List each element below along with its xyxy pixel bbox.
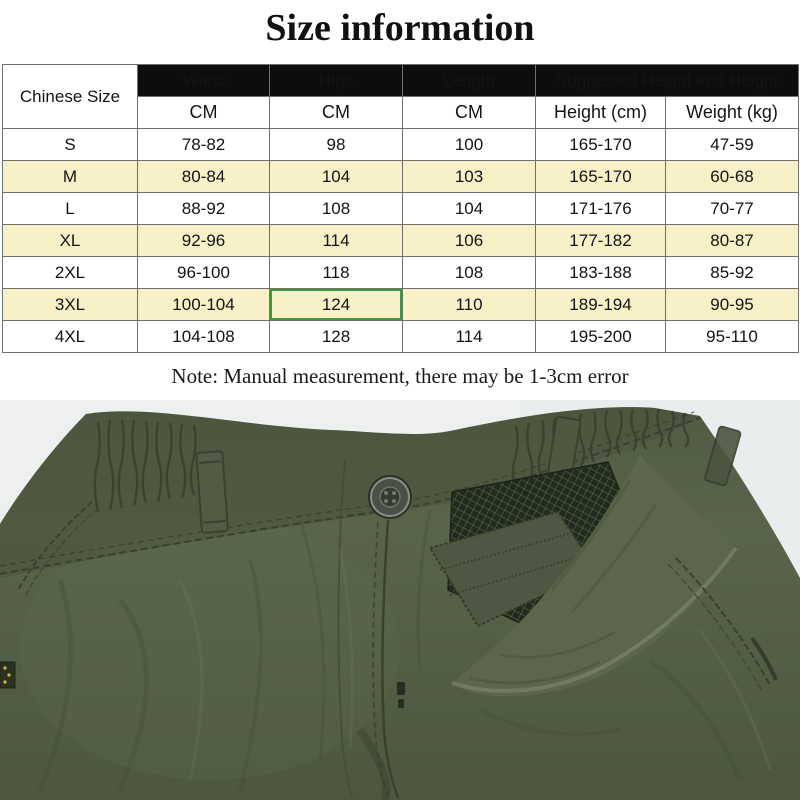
height-cell: 171-176 [536, 193, 666, 225]
unit-waist: CM [138, 97, 270, 129]
unit-weight-kg: Weight (kg) [666, 97, 799, 129]
waist-cell: 92-96 [138, 225, 270, 257]
size-label: 4XL [3, 321, 138, 353]
col-header-length: Length [403, 65, 536, 97]
side-tag [0, 662, 15, 688]
size-table [2, 64, 799, 353]
header-row [3, 65, 799, 97]
length-cell: 104 [403, 193, 536, 225]
weight-cell: 85-92 [666, 257, 799, 289]
hips-cell: 98 [270, 129, 403, 161]
length-cell: 108 [403, 257, 536, 289]
height-cell: 165-170 [536, 129, 666, 161]
height-cell: 165-170 [536, 161, 666, 193]
length-cell: 110 [403, 289, 536, 321]
pants-button [368, 475, 412, 519]
table-row-s [3, 129, 799, 161]
hips-cell: 118 [270, 257, 403, 289]
unit-height-cm: Height (cm) [536, 97, 666, 129]
weight-cell: 70-77 [666, 193, 799, 225]
hips-cell: 128 [270, 321, 403, 353]
col-header-hips: Hips [270, 65, 403, 97]
weight-cell: 47-59 [666, 129, 799, 161]
weight-cell: 95-110 [666, 321, 799, 353]
length-cell: 103 [403, 161, 536, 193]
waist-cell: 100-104 [138, 289, 270, 321]
waist-cell: 80-84 [138, 161, 270, 193]
size-label: L [3, 193, 138, 225]
length-cell: 114 [403, 321, 536, 353]
measurement-note: Note: Manual measurement, there may be 1-3cm error [171, 364, 629, 388]
pants-illustration [0, 400, 800, 800]
hips-cell-highlighted: 124 [270, 289, 403, 321]
size-label: XL [3, 225, 138, 257]
height-cell: 195-200 [536, 321, 666, 353]
waist-cell: 88-92 [138, 193, 270, 225]
corner-header-chinese-size: Chinese Size [3, 65, 138, 129]
weight-cell: 90-95 [666, 289, 799, 321]
hips-cell: 104 [270, 161, 403, 193]
height-cell: 183-188 [536, 257, 666, 289]
waist-cell: 78-82 [138, 129, 270, 161]
weight-cell: 60-68 [666, 161, 799, 193]
col-header-waist: Waist [138, 65, 270, 97]
unit-length: CM [403, 97, 536, 129]
page-title: Size information [265, 7, 535, 49]
unit-hips: CM [270, 97, 403, 129]
table-row-xl [3, 225, 799, 257]
hips-cell: 108 [270, 193, 403, 225]
size-label: 3XL [3, 289, 138, 321]
waist-cell: 104-108 [138, 321, 270, 353]
size-label: M [3, 161, 138, 193]
table-row-m [3, 161, 799, 193]
height-cell: 189-194 [536, 289, 666, 321]
hips-cell: 114 [270, 225, 403, 257]
table-row-4xl [3, 321, 799, 353]
waist-cell: 96-100 [138, 257, 270, 289]
belt-loop-left [196, 451, 228, 533]
col-header-suggested: Suggested Height and Height [536, 65, 799, 97]
table-row-2xl [3, 257, 799, 289]
table-row-3xl [3, 289, 799, 321]
weight-cell: 80-87 [666, 225, 799, 257]
table-row-l [3, 193, 799, 225]
length-cell: 106 [403, 225, 536, 257]
height-cell: 177-182 [536, 225, 666, 257]
size-label: S [3, 129, 138, 161]
size-label: 2XL [3, 257, 138, 289]
pants-product-photo [0, 400, 800, 800]
length-cell: 100 [403, 129, 536, 161]
